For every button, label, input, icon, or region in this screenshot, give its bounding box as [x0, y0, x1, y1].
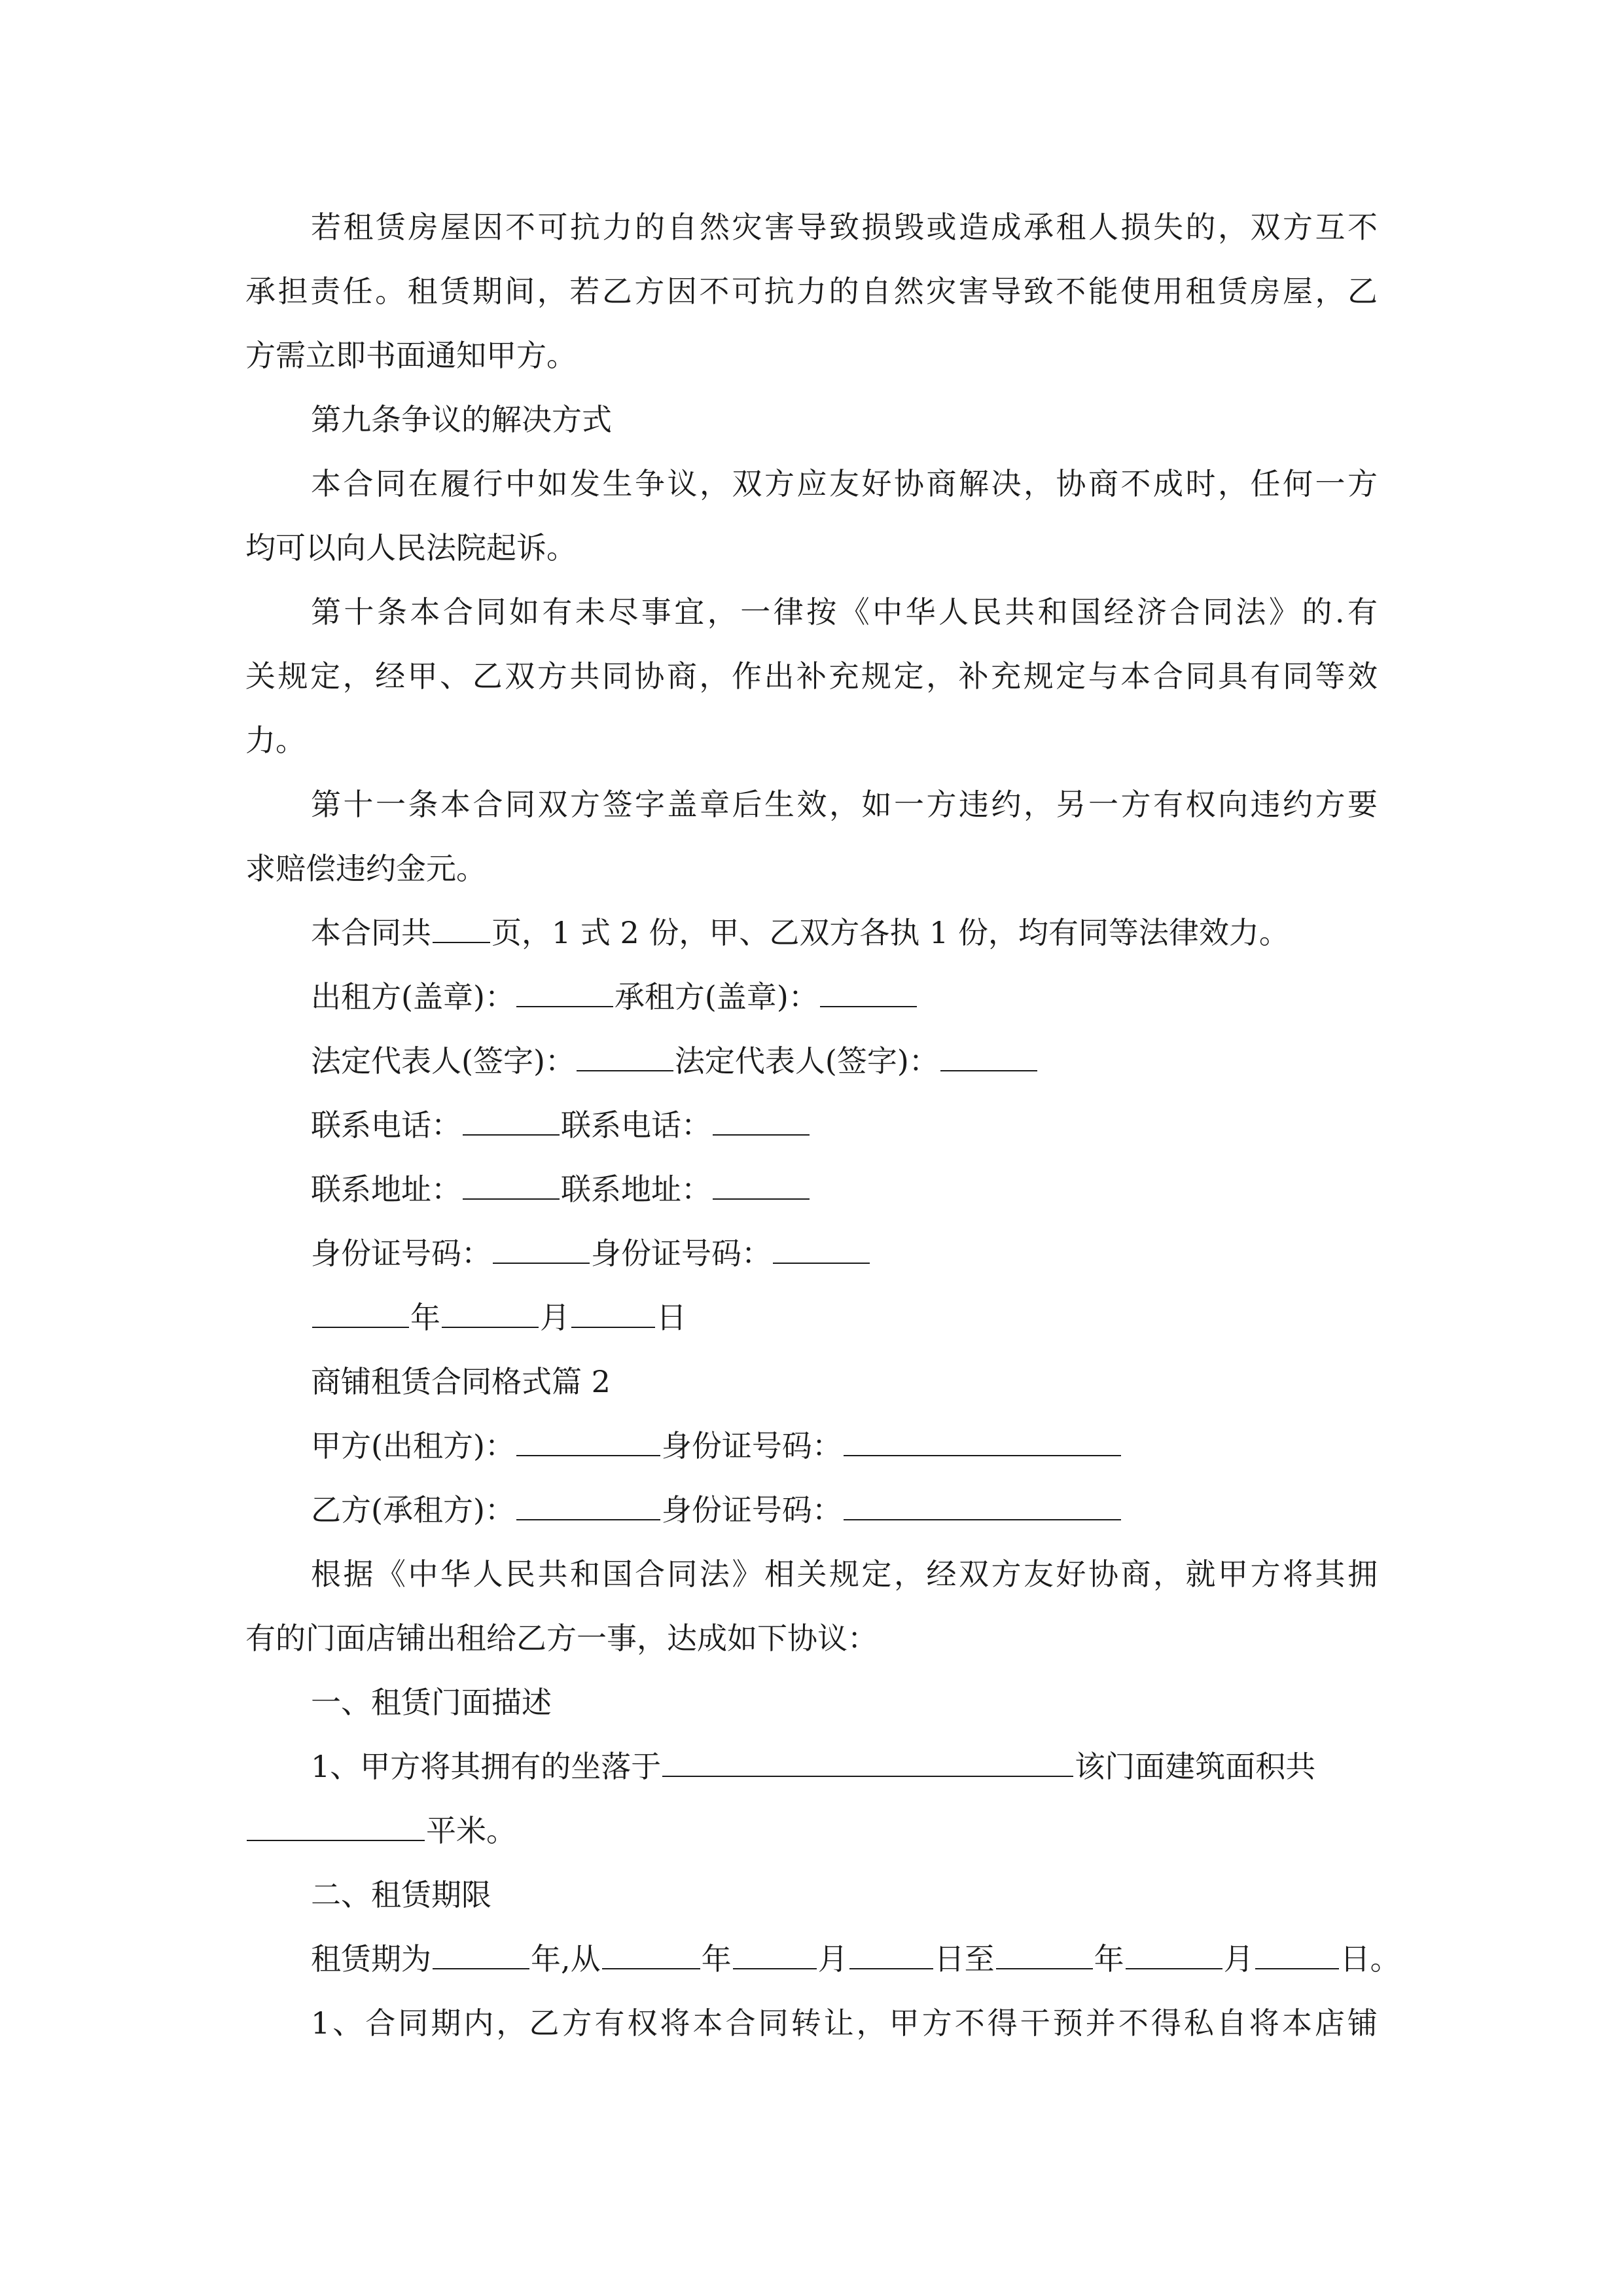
term-h: 日。 — [1340, 1941, 1400, 1977]
date-line — [245, 1285, 1378, 1350]
lessor-seal-label: 出租方(盖章)： — [311, 979, 515, 1014]
rep-a-blank — [577, 1070, 673, 1071]
lessor-seal-blank — [516, 1006, 613, 1007]
id-a-label: 身份证号码： — [311, 1236, 491, 1271]
paragraph-line: 承担责任。租赁期间，若乙方因不可抗力的自然灾害导致不能使用租赁房屋，乙 — [245, 274, 1378, 309]
tel-a-label: 联系电话： — [311, 1107, 461, 1143]
start-year-blank — [602, 1968, 700, 1969]
heading-lease-term: 二、租赁期限 — [311, 1877, 491, 1912]
term-d: 月 — [817, 1941, 848, 1977]
party-a-line — [245, 1414, 1378, 1478]
party-b-blank — [516, 1519, 660, 1520]
copies-line — [245, 901, 1378, 965]
id-b-label: 身份证号码： — [591, 1236, 772, 1271]
year-blank — [312, 1327, 409, 1328]
lessee-seal-label: 承租方(盖章)： — [614, 979, 819, 1014]
item-1-text-a: 1、甲方将其拥有的坐落于 — [311, 1749, 662, 1784]
lessee-seal-blank — [820, 1006, 917, 1007]
paragraph-line: 根据《中华人民共和国合同法》相关规定，经双方友好协商，就甲方将其拥 — [311, 1556, 1378, 1592]
paragraph-line: 第十条本合同如有未尽事宜，一律按《中华人民共和国经济合同法》的.有 — [311, 594, 1378, 630]
id-number-line — [245, 1221, 1378, 1285]
item-1-text-b: 该门面建筑面积共 — [1075, 1749, 1316, 1784]
paragraph-line: 第十一条本合同双方签字盖章后生效，如一方违约，另一方有权向违约方要 — [311, 787, 1378, 822]
representative-line — [245, 1029, 1378, 1093]
heading-lease-description: 一、租赁门面描述 — [311, 1685, 552, 1720]
term-years-blank — [433, 1968, 529, 1969]
end-month-blank — [1126, 1968, 1222, 1969]
id-a-blank — [493, 1263, 590, 1264]
party-b-label: 乙方(承租方)： — [311, 1492, 515, 1528]
address-line — [245, 1157, 1378, 1221]
start-month-blank — [733, 1968, 817, 1969]
tel-a-blank — [463, 1134, 560, 1136]
item-1-line — [245, 1734, 1378, 1799]
paragraph-line: 均可以向人民法院起诉。 — [245, 530, 577, 565]
year-label: 年 — [410, 1300, 440, 1335]
term-f: 年 — [1094, 1941, 1124, 1977]
month-label: 月 — [540, 1300, 570, 1335]
party-a-id-blank — [844, 1455, 1121, 1456]
start-day-blank — [849, 1968, 933, 1969]
paragraph-line: 本合同在履行中如发生争议，双方应友好协商解决，协商不成时，任何一方 — [311, 466, 1378, 501]
rep-b-blank — [940, 1070, 1037, 1071]
term-line — [245, 1927, 1400, 1991]
phone-line — [245, 1093, 1378, 1157]
term-e: 日至 — [934, 1941, 995, 1977]
seal-line — [245, 965, 1378, 1029]
paragraph-line: 求赔偿违约金元。 — [245, 851, 486, 886]
location-blank — [662, 1776, 1073, 1777]
rep-b-label: 法定代表人(签字)： — [674, 1043, 939, 1079]
copies-text-b: 页，1 式 2 份，甲、乙双方各执 1 份，均有同等法律效力。 — [491, 915, 1289, 950]
tel-b-blank — [713, 1134, 810, 1136]
paragraph-line: 方需立即书面通知甲方。 — [245, 338, 577, 373]
term-c: 年 — [701, 1941, 732, 1977]
party-b-id-label: 身份证号码： — [661, 1492, 842, 1528]
tel-b-label: 联系电话： — [561, 1107, 711, 1143]
party-a-label: 甲方(出租方)： — [311, 1428, 515, 1463]
item-1-line-2 — [245, 1799, 1378, 1863]
party-a-blank — [516, 1455, 660, 1456]
term-g: 月 — [1223, 1941, 1254, 1977]
end-year-blank — [996, 1968, 1093, 1969]
party-a-id-label: 身份证号码： — [661, 1428, 842, 1463]
copies-text-a: 本合同共 — [311, 915, 431, 950]
day-blank — [571, 1327, 655, 1328]
paragraph-line: 若租赁房屋因不可抗力的自然灾害导致损毁或造成承租人损失的，双方互不 — [311, 209, 1378, 245]
addr-a-blank — [463, 1198, 560, 1200]
end-day-blank — [1255, 1968, 1339, 1969]
rep-a-label: 法定代表人(签字)： — [311, 1043, 575, 1079]
paragraph-line: 关规定，经甲、乙双方共同协商，作出补充规定，补充规定与本合同具有同等效 — [245, 658, 1378, 694]
term-a: 租赁期为 — [311, 1941, 431, 1977]
article-9-heading: 第九条争议的解决方式 — [311, 402, 612, 437]
day-label: 日 — [656, 1300, 687, 1335]
document-body — [245, 195, 1400, 2055]
paragraph-line: 力。 — [245, 723, 306, 758]
addr-b-label: 联系地址： — [561, 1172, 711, 1207]
party-b-line — [245, 1478, 1378, 1542]
month-blank — [442, 1327, 539, 1328]
addr-b-blank — [713, 1198, 810, 1200]
page-count-blank — [433, 942, 490, 943]
area-blank — [247, 1840, 425, 1841]
paragraph-line: 1、合同期内，乙方有权将本合同转让，甲方不得干预并不得私自将本店铺 — [311, 2005, 1378, 2041]
section-2-title: 商铺租赁合同格式篇 2 — [311, 1364, 611, 1399]
party-b-id-blank — [844, 1519, 1121, 1520]
addr-a-label: 联系地址： — [311, 1172, 461, 1207]
paragraph-line: 有的门面店铺出租给乙方一事，达成如下协议： — [245, 1621, 878, 1656]
item-1-text-c: 平米。 — [426, 1813, 516, 1848]
id-b-blank — [773, 1263, 870, 1264]
term-b: 年,从 — [531, 1941, 601, 1977]
